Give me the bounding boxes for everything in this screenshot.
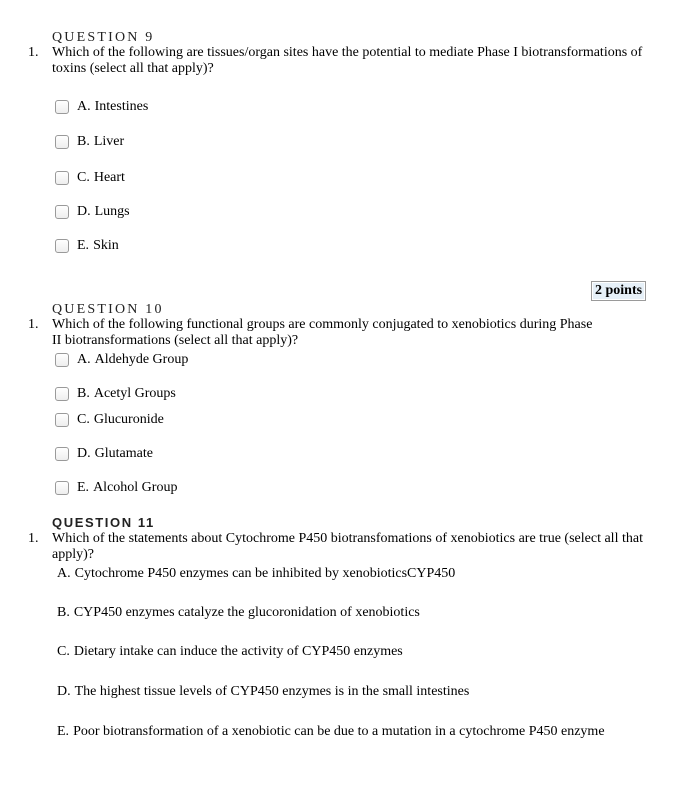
question-9-text-line1: Which of the following are tissues/organ sites have the potential to mediate Phase I biotransformations of — [52, 45, 643, 60]
q9-option-d[interactable] — [55, 202, 130, 222]
option-letter: D. — [77, 204, 91, 219]
checkbox[interactable] — [55, 481, 69, 495]
question-11-text-line2: apply)? — [52, 547, 94, 562]
q11-option-a[interactable] — [57, 564, 455, 584]
option-label: The highest tissue levels of CYP450 enzymes is in the small intestines — [74, 684, 470, 699]
question-9-heading: QUESTION 9 — [52, 30, 155, 45]
question-10-text-line1: Which of the following functional groups are commonly conjugated to xenobiotics during Phase — [52, 317, 593, 332]
option-letter: B. — [77, 386, 90, 401]
option-letter: C. — [57, 644, 70, 659]
option-label: Alcohol Group — [93, 480, 178, 495]
q9-option-b[interactable] — [55, 132, 124, 152]
option-letter: E. — [57, 724, 70, 739]
checkbox[interactable] — [55, 135, 69, 149]
question-11-text — [52, 531, 682, 563]
q10-option-b[interactable] — [55, 384, 176, 404]
option-letter: C. — [77, 412, 90, 427]
question-10-number: 1. — [28, 317, 39, 332]
option-letter: D. — [77, 446, 91, 461]
q11-option-d[interactable] — [57, 682, 469, 702]
option-label: Heart — [93, 170, 125, 185]
question-10-text — [52, 317, 612, 349]
option-label: Poor biotransformation of a xenobiotic can be due to a mutation in a cytochrome P450 enzyme — [73, 724, 605, 739]
q11-option-e[interactable] — [57, 722, 605, 742]
q10-option-e[interactable] — [55, 478, 177, 498]
option-label: Acetyl Groups — [93, 386, 176, 401]
q10-option-d[interactable] — [55, 444, 153, 464]
option-letter: C. — [77, 170, 90, 185]
option-label: Glucuronide — [93, 412, 164, 427]
question-11-text-line1: Which of the statements about Cytochrome P450 biotransfomations of xenobiotics are true (select all that — [52, 531, 643, 546]
option-label: Aldehyde Group — [94, 352, 189, 367]
checkbox[interactable] — [55, 239, 69, 253]
option-label: Skin — [93, 238, 119, 253]
q11-option-b[interactable] — [57, 603, 420, 623]
q11-option-c[interactable] — [57, 642, 403, 662]
question-9-text — [52, 45, 682, 77]
option-letter: D. — [57, 684, 71, 699]
q9-option-e[interactable] — [55, 236, 119, 256]
question-9-text-line2: toxins (select all that apply)? — [52, 61, 214, 76]
option-label: Glutamate — [94, 446, 153, 461]
q9-option-a[interactable] — [55, 97, 148, 117]
q9-option-c[interactable] — [55, 168, 125, 188]
checkbox[interactable] — [55, 205, 69, 219]
question-11-heading: QUESTION 11 — [52, 515, 155, 530]
option-letter: B. — [77, 134, 90, 149]
checkbox[interactable] — [55, 447, 69, 461]
option-label: Liver — [93, 134, 125, 149]
option-label: Lungs — [94, 204, 130, 219]
option-label: Dietary intake can induce the activity of CYP450 enzymes — [73, 644, 403, 659]
option-label: Intestines — [94, 99, 149, 114]
option-label: CYP450 enzymes catalyze the glucoronidation of xenobiotics — [73, 605, 420, 620]
checkbox[interactable] — [55, 100, 69, 114]
checkbox[interactable] — [55, 353, 69, 367]
option-letter: E. — [77, 480, 90, 495]
q10-option-c[interactable] — [55, 410, 164, 430]
option-letter: A. — [77, 99, 91, 114]
q10-option-a[interactable] — [55, 350, 188, 370]
question-9-number: 1. — [28, 45, 39, 60]
question-11-number: 1. — [28, 531, 39, 546]
option-letter: B. — [57, 605, 70, 620]
checkbox[interactable] — [55, 413, 69, 427]
option-letter: E. — [77, 238, 90, 253]
question-10-heading: QUESTION 10 — [52, 302, 164, 317]
option-letter: A. — [77, 352, 91, 367]
option-label: Cytochrome P450 enzymes can be inhibited by xenobioticsCYP450 — [74, 566, 456, 581]
checkbox[interactable] — [55, 387, 69, 401]
question-10-text-line2: II biotransformations (select all that apply)? — [52, 333, 299, 348]
checkbox[interactable] — [55, 171, 69, 185]
option-letter: A. — [57, 566, 71, 581]
points-badge: 2 points — [591, 281, 646, 301]
